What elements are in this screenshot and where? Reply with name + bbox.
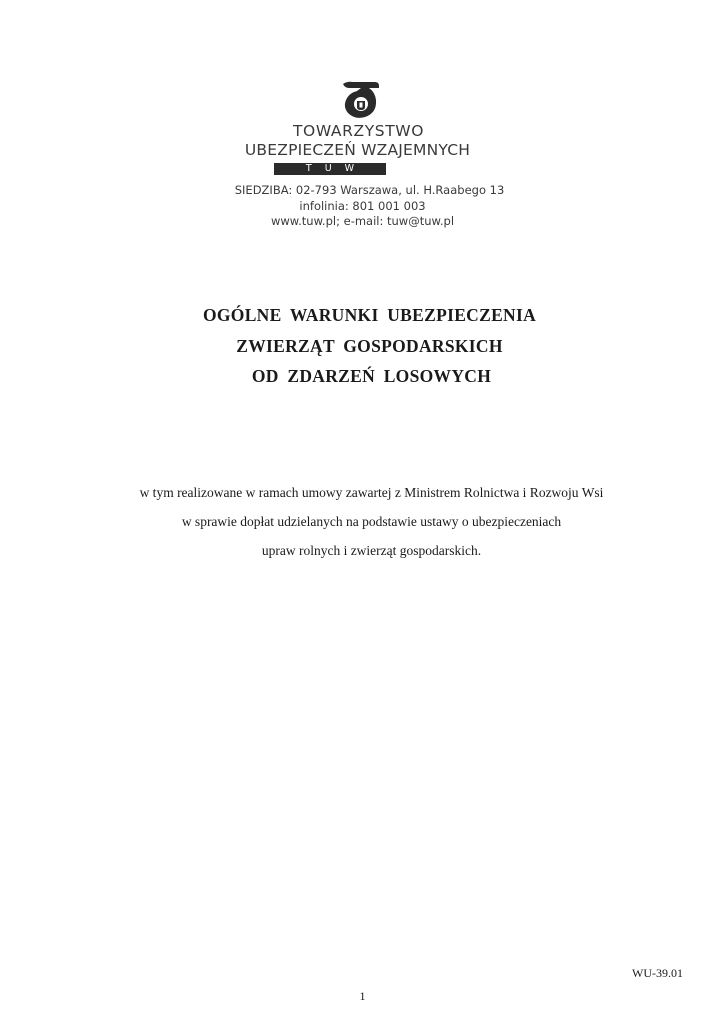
- company-name-line2: UBEZPIECZEŃ WZAJEMNYCH: [244, 141, 471, 159]
- document-code: WU-39.01: [632, 966, 683, 980]
- company-address: SIEDZIBA: 02-793 Warszawa, ul. H.Raabego 13: [234, 183, 505, 197]
- page-number: 1: [359, 989, 366, 1003]
- title-line1: OGÓLNE WARUNKI UBEZPIECZENIA: [202, 305, 537, 325]
- title-line3: OD ZDARZEŃ LOSOWYCH: [251, 366, 492, 386]
- title-line2: ZWIERZĄT GOSPODARSKICH: [236, 336, 503, 356]
- subtitle-line1: w tym realizowane w ramach umowy zawartej z Ministrem Rolnictwa i Rozwoju Wsi: [139, 485, 604, 500]
- company-web-email: www.tuw.pl; e-mail: tuw@tuw.pl: [270, 214, 455, 228]
- tuw-logo-icon: [339, 80, 381, 120]
- company-name-line1: TOWARZYSTWO: [292, 122, 425, 140]
- subtitle-line3: upraw rolnych i zwierząt gospodarskich.: [261, 543, 482, 558]
- company-hotline: infolinia: 801 001 003: [299, 199, 426, 213]
- company-abbreviation-bar: TUW: [274, 163, 386, 175]
- subtitle-line2: w sprawie dopłat udzielanych na podstawie ustawy o ubezpieczeniach: [181, 514, 562, 529]
